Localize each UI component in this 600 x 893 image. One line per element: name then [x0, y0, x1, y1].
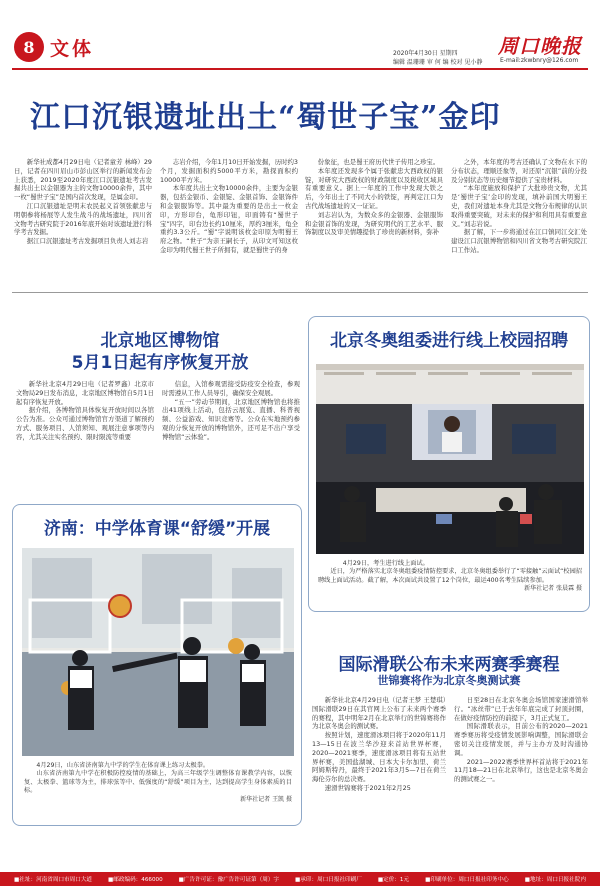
skating-title: 国际滑联公布未来两赛季赛程	[338, 655, 560, 675]
masthead-logo: 周口晚报	[498, 34, 582, 58]
lead-column-4	[451, 158, 587, 288]
paragraph: “本年度施放和保护了大批珍贵文物，尤其是‘蜀世子宝’金印的发现，填补前国大明蜀王史，我们对遗址本身尤其是文物分布规律的认识取得重要突破，对未来的保护和利用具有重要意义。”刘志岩说。	[451, 184, 587, 228]
footer-item: ■社址：河南省周口市周口大道	[14, 877, 93, 883]
footer-item: ■承印：周口日报社印刷厂	[295, 877, 362, 883]
footer-item: ■定价：1元	[377, 877, 410, 883]
caption-body: 近日，为严格落实北京冬奥组委疫情防控要求，北京冬奥组委举行了“零接触”云面试“校园招聘线上面试活动。截了解，本次面试共设置了12个岗位，最运400名考生陆续参加。	[318, 568, 582, 584]
footer-item: ■印刷单位：周口日报社印务中心	[425, 877, 509, 883]
paragraph: “五一”劳动节期间，北京地区博物馆也将推出41项线上活动，包括云展览、直播、科普视频、公益游戏、知识竞赛等。公众在实地预约参观的分恢复开放的博物馆外，还可足不出户享受博物馆“云体验”。	[162, 397, 300, 441]
paragraph: 据了解，下一步将通过在江口镇同江交汇处建设江口沉银博物馆和四川省文物考古研究院江口工作站。	[451, 228, 587, 254]
tai-chi-class-photo	[22, 548, 294, 756]
paragraph: 之外，本年度的考古还确认了文物在水下的分布状态，理顺还象等，对还原“沉银”前的分投及分别状态等历史细节提供了宝贵材料。	[451, 158, 587, 184]
paragraph: 信息，入馆参观需接受防疫安全检查，参观时需遵从工作人员导引，确保安全观展。	[162, 380, 300, 397]
caption-lead: 4月29日，考生进行线上面试。	[342, 560, 429, 567]
paragraph: 国际滑联表示，目前公布的2020—2021赛季赛历将受疫情发展影响调整，国际滑联会密切关注疫情发展，并与主办方及时沟通协调。	[454, 722, 588, 757]
section-title: 文体	[50, 38, 95, 60]
footer-item: ■广告许可证：豫广告许可证第（周）字	[178, 877, 280, 883]
winter-olympics-title: 北京冬奥组委进行线上校园招聘	[330, 331, 568, 351]
museum-column-1	[16, 380, 154, 492]
paragraph: 新华社成都4月29日电（记者童芳 林峰）29日，记者在四川眉山市彭山区举行的新闻发布会上获悉，2019至2020年度江口沉银遗址考古发掘共出土以金银器为主的文物10000余件，其中一枚“蜀世子宝”是国内首次发现，是属金印。	[14, 158, 152, 202]
jinan-title: 济南：中学体育课“舒缓”开展	[43, 519, 271, 539]
paragraph: 2021—2022赛季世界杯首站将于2021年11月18—21日在北京举行，这也是北京冬奥会的测试赛之一。	[454, 757, 588, 784]
paragraph: 新华社北京4月29日电（记者王梦 王楚琪）国际滑联29日在其官网上公布了未来两个赛季的赛程，其中明年2月在北京举行的世锦赛将作为北京冬奥会的测试赛。	[312, 696, 446, 731]
page-number-badge: 8	[14, 32, 44, 62]
issue-date: 2020年4月30日 星期四	[393, 50, 458, 57]
paragraph: 据介绍，各博物馆具体恢复开放时间以各馆公告为准。公众可通过博物馆官方渠道了解预约方式、服务项目、人馆须知、观展注意事项等内容，尤其关注实名预约、限时限流等重要	[16, 406, 154, 441]
skating-column-1	[312, 696, 446, 868]
paragraph: 江口沉银遗址是明末农民起义首领张献忠与明朝参将杨展等人发生战斗的战场遗址，四川省文物考古研究院于2016年底开始对该遗址进行科学考古发掘。	[14, 201, 152, 237]
lead-divider	[12, 292, 588, 293]
footer-bar	[0, 872, 600, 886]
paragraph: 份象征，也是蜀王府历代世子传用之珍宝。	[317, 158, 440, 166]
paragraph: 新华社北京4月29日电（记者罗鑫）北京市文物局29日发布消息，北京地区博物馆自5月1日起有序恢复开放。	[16, 380, 154, 406]
paragraph: 本年度还发现多个属于张献忠大西政权的银锭，对研究大西政权的财政制度以及税收区域具有重要意义。据上一年度的工作中发现大铁之后，今年出土了不同大小的铁锭，再判定江口为古代战场遗址的又一证证。	[305, 166, 443, 210]
skating-column-2	[454, 696, 588, 868]
paragraph: 日至28日在北京冬奥会场馆国家速滑馆举行。“冰丝带”已于去年年底完成了封顶封圈，在做好疫情防控的前提下，3月正式复工。	[454, 696, 588, 722]
paragraph: 据江口沉银遗址考古发掘项目负责人刘志岩	[26, 237, 149, 246]
paragraph: 志岩介绍，今年1月10日开始发掘，历时约3个月，发掘面积约5000平方米，勘探面积约10000平方米。	[160, 158, 298, 184]
paragraph: 本年度共出土文物10000余件，主要为金银器，包括金银币、金银锭、金银首饰、金银饰件和金银服饰等。其中最为重要的是出土一枚金印，方形印台，龟形印钮，印面铸有“蜀世子宝”四字，印台边长约10厘米，厚约3厘米，龟全重约3.3公斤。“蜀”字说明该枚金印原为明蜀王府之物。“世子”为亲王嗣长子，从印文可知这枚金印为明代蜀王世子所拥有，就是蜀世子的身	[160, 184, 298, 254]
header-rule	[12, 68, 588, 70]
jinan-caption	[24, 762, 292, 804]
photo-credit: 新华社记者 张晨霖 摄	[524, 585, 582, 593]
paragraph: 按照计划，速度滑冰项目将于2020年11月13—15日在波兰华沙迎来首站世界杯赛，2020—2021赛季，速度滑冰项目将有五站世界杯赛，美国盐湖城、日本大卡尔加里、荷兰阿姆斯特丹，最终于2021年3月5—7日在荷兰海伦芬尔的总决赛。	[312, 731, 446, 784]
caption-lead: 4月29日，山东省济南第九中学的学生在体育课上练习太极拳。	[36, 762, 210, 769]
museum-title-line-2: 5月1日起有序恢复开放	[71, 353, 249, 373]
skating-subtitle: 世锦赛将作为北京冬奥测试赛	[377, 674, 521, 687]
paragraph: 刘志岩认为，为数众多的金银器、金银服饰和金银首饰的发现，为研究明代的工艺水平、服饰制度以及审美情趣提供了珍贵的新材料，弥补	[305, 210, 443, 237]
museum-title-line-1: 北京地区博物馆	[100, 331, 220, 351]
footer-item: ■地址：周口日报社院内	[524, 877, 586, 883]
lead-headline: 江口沉银遗址出土“蜀世子宝”金印	[30, 100, 501, 135]
lead-column-2	[160, 158, 298, 288]
paragraph: 速滑世锦赛将于2021年2月25	[324, 783, 411, 792]
lead-column-3	[305, 158, 443, 288]
online-interview-photo	[316, 364, 584, 554]
lead-column-1	[14, 158, 152, 288]
winter-olympics-caption	[318, 560, 582, 594]
caption-body: 山东省济南第九中学在积极防控疫情的基础上，为高三年级学生调整体育课教学内容，以恢复、太极拳、篮球等为主，排球弦等中、低强度的“舒缓”项目为主，达到提高学生身体素质的目标。	[24, 770, 292, 795]
editorial-staff: 编辑 温珊珊 审 何 编 校对 见小静	[393, 59, 483, 66]
contact-email[interactable]: E-mail:zkwbnry@126.com	[500, 57, 579, 64]
footer-item: ■邮政编码：466000	[108, 877, 163, 883]
museum-column-2	[162, 380, 300, 492]
photo-credit: 新华社记者 王凯 摄	[240, 795, 292, 803]
